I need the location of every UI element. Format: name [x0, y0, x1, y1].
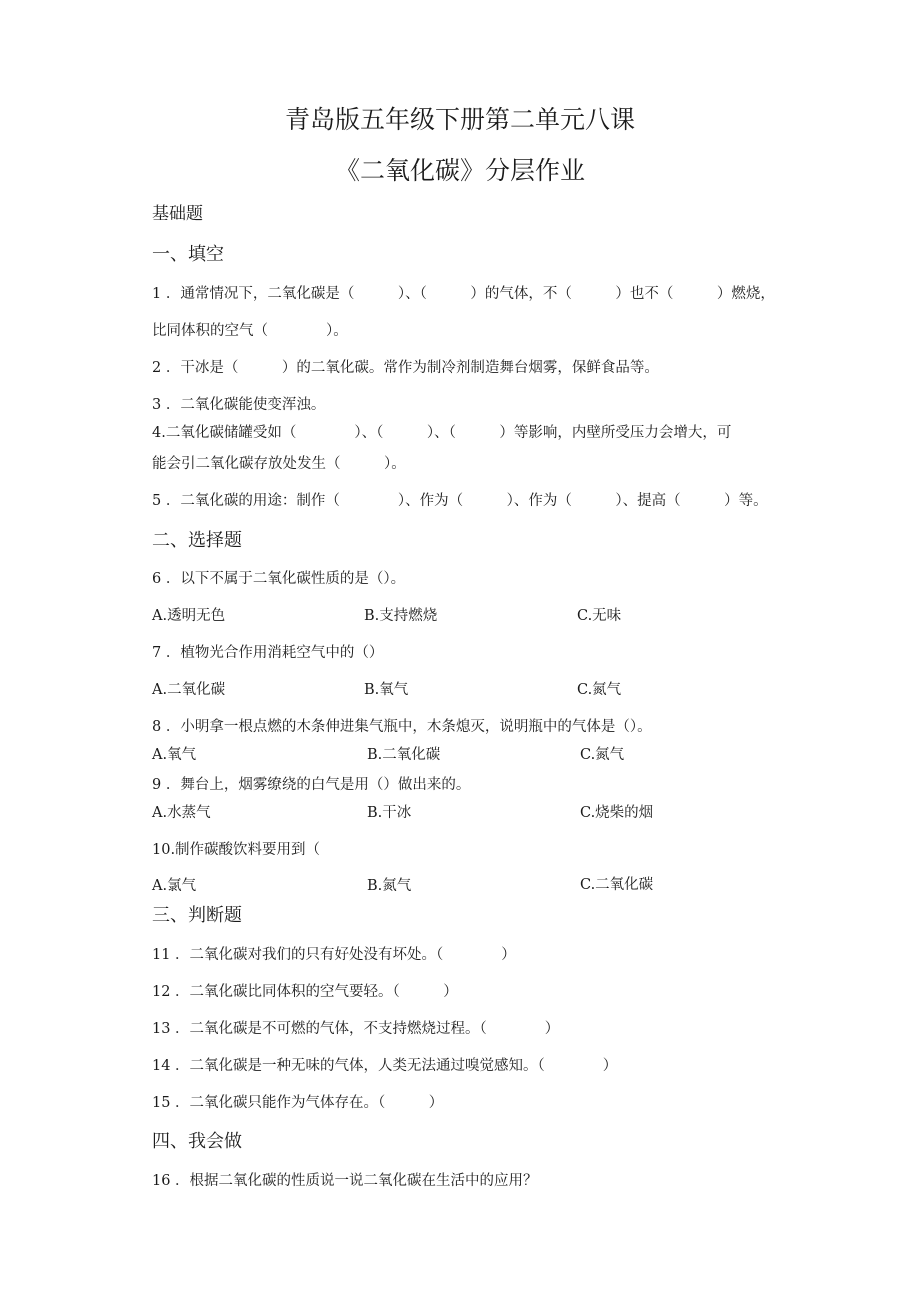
q7-option-c: C.氮气: [577, 682, 622, 698]
q9-option-c: C.烧柴的烟: [580, 805, 654, 821]
q8-option-c: C.氮气: [580, 747, 625, 763]
q10-option-c: C.二氧化碳: [580, 877, 654, 893]
level-heading: 基础题: [152, 204, 203, 224]
q8-option-a: A.氧气: [152, 747, 197, 763]
q8-option-b: B.二氧化碳: [367, 747, 441, 763]
question-9: 9 ．舞台上，烟雾缭绕的白气是用（）做出来的。: [152, 777, 471, 793]
question-14: 14 ．二氧化碳是一种无味的气体，人类无法通过嗅觉感知。（ ）: [152, 1058, 618, 1074]
question-12: 12 ．二氧化碳比同体积的空气要轻。（ ）: [152, 984, 458, 1000]
section-heading-judge: 三、判断题: [152, 905, 242, 926]
section-heading-fill: 一、填空: [152, 244, 224, 265]
document-subtitle: 《二氧化碳》分层作业: [334, 156, 585, 185]
section-heading-do: 四、我会做: [152, 1131, 242, 1152]
question-10: 10.制作碳酸饮料要用到（: [152, 842, 321, 858]
question-5: 5 ．二氧化碳的用途：制作（ ）、作为（ ）、作为（ ）、提高（ ）等。: [152, 493, 768, 509]
question-16: 16 ．根据二氧化碳的性质说一说二氧化碳在生活中的应用？: [152, 1173, 538, 1189]
q7-option-a: A.二氧化碳: [152, 682, 226, 698]
question-8: 8 ．小明拿一根点燃的木条伸进集气瓶中，木条熄灭，说明瓶中的气体是（）。: [152, 719, 652, 735]
q9-option-b: B.干冰: [367, 805, 412, 821]
q6-option-a: A.透明无色: [152, 608, 226, 624]
question-11: 11 ．二氧化碳对我们的只有好处没有坏处。（ ）: [152, 947, 516, 963]
question-15: 15 ．二氧化碳只能作为气体存在。（ ）: [152, 1095, 444, 1111]
q6-option-c: C.无味: [577, 608, 622, 624]
document-title: 青岛版五年级下册第二单元八课: [284, 105, 635, 134]
section-heading-choice: 二、选择题: [152, 530, 242, 551]
q10-option-b: B.氮气: [367, 878, 412, 894]
q6-option-b: B.支持燃烧: [364, 608, 438, 624]
question-3: 3 ．二氧化碳能使变浑浊。: [152, 397, 326, 413]
q7-option-b: B.氧气: [364, 682, 409, 698]
question-4-line-1: 4.二氧化碳储罐受如（ ）、（ ）、（ ）等影响，内壁所受压力会增大，可: [152, 425, 732, 441]
q9-option-a: A.水蒸气: [152, 805, 211, 821]
question-4-line-2: 能会引二氧化碳存放处发生（ ）。: [152, 456, 406, 472]
question-1-line-2: 比同体积的空气（ ）。: [152, 323, 348, 339]
question-7: 7 ．植物光合作用消耗空气中的（）: [152, 645, 384, 661]
question-6: 6 ．以下不属于二氧化碳性质的是（）。: [152, 571, 406, 587]
q10-option-a: A.氯气: [152, 878, 197, 894]
question-2: 2 ．干冰是（ ）的二氧化碳。常作为制冷剂制造舞台烟雾，保鲜食品等。: [152, 360, 659, 376]
question-1-line-1: 1 ．通常情况下，二氧化碳是（ ）、（ ）的气体，不（ ）也不（ ）燃烧，: [152, 286, 775, 302]
question-13: 13 ．二氧化碳是不可燃的气体，不支持燃烧过程。（ ）: [152, 1021, 560, 1037]
